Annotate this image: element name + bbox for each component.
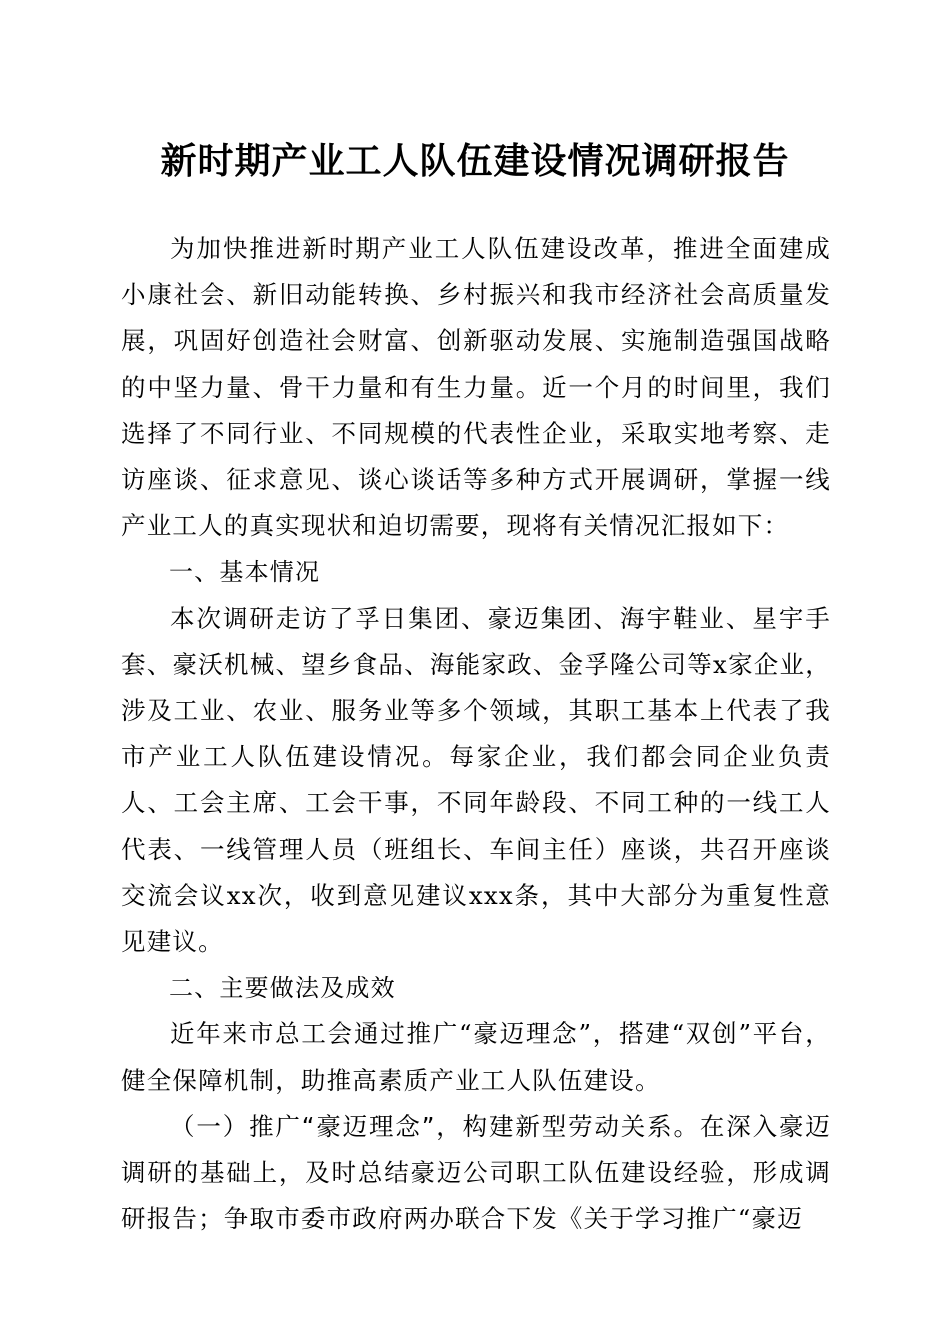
main-practices-paragraph: 近年来市总工会通过推广“豪迈理念”，搭建“双创”平台，健全保障机制，助推高素质产业工人队伍建设。 <box>121 1019 831 1095</box>
subsection-paragraph-1 <box>121 1104 831 1243</box>
document-title: 新时期产业工人队伍建设情况调研报告 <box>160 140 790 182</box>
section-heading-basic-situation: 一、基本情况 <box>169 558 321 587</box>
subsection-text-1: 在深入豪迈调研的基础上，及时总结豪迈公司职工队伍建设经验，形成调研报告；争取市委市政府两办联合下发《关于学习推广“豪迈 <box>121 1111 831 1234</box>
intro-paragraph: 为加快推进新时期产业工人队伍建设改革，推进全面建成小康社会、新旧动能转换、乡村振兴和我市经济社会高质量发展，巩固好创造社会财富、创新驱动发展、实施制造强国战略的中坚力量、骨干力量和有生力量。近一个月的时间里，我们选择了不同行业、不同规模的代表性企业，采取实地考察、走访座谈、征求意见、谈心谈话等多种方式开展调研，掌握一线产业工人的真实现状和迫切需要，现将有关情况汇报如下： <box>121 234 831 541</box>
document-body <box>121 226 831 1242</box>
subsection-title-1: （一）推广“豪迈理念”，构建新型劳动关系。 <box>170 1111 700 1141</box>
section-heading-main-practices: 二、主要做法及成效 <box>169 974 396 1003</box>
basic-situation-paragraph: 本次调研走访了孚日集团、豪迈集团、海宇鞋业、星宇手套、豪沃机械、望乡食品、海能家政、金孚隆公司等x家企业，涉及工业、农业、服务业等多个领域，其职工基本上代表了我市产业工人队伍建设情况。每家企业，我们都会同企业负责人、工会主席、工会干事，不同年龄段、不同工种的一线工人代表、一线管理人员（班组长、车间主任）座谈，共召开座谈交流会议xx次，收到意见建议xxx条，其中大部分为重复性意见建议。 <box>121 603 831 957</box>
